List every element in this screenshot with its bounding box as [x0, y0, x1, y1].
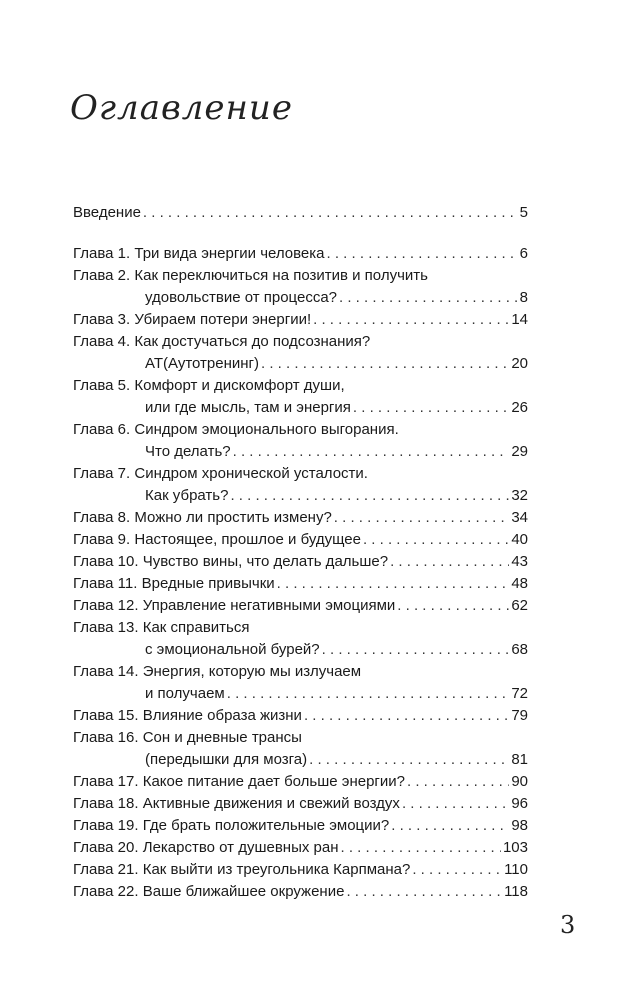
dot-leader — [230, 485, 509, 507]
chapter-title: Три вида энергии человека — [134, 245, 325, 262]
toc-entry-line[interactable] — [73, 573, 528, 595]
toc-entry-line[interactable] — [73, 595, 528, 617]
dot-leader — [412, 859, 502, 881]
chapter-page: 90 — [511, 773, 528, 790]
chapter-label: Глава 7. — [73, 465, 131, 482]
toc-entry-page: 5 — [519, 204, 528, 221]
chapter-label: Глава 14. — [73, 663, 139, 680]
toc-entry-title: Введение — [73, 204, 141, 221]
chapter-label: Глава 1. — [73, 245, 131, 262]
chapter-page: 103 — [502, 839, 528, 856]
toc-entry-line[interactable] — [73, 485, 528, 507]
toc-entry-line[interactable] — [73, 353, 528, 375]
chapter-page: 14 — [511, 311, 528, 328]
toc-entry-line[interactable] — [73, 397, 528, 419]
chapter-title: или где мысль, там и энергия — [145, 399, 351, 416]
toc-entry-line[interactable] — [73, 265, 528, 287]
toc-entry-line[interactable] — [73, 419, 528, 441]
chapter-label: Глава 5. — [73, 377, 131, 394]
chapter-title: АТ(Аутотренинг) — [145, 355, 260, 372]
dot-leader — [143, 202, 518, 224]
chapter-label: Глава 15. — [73, 707, 139, 724]
toc-entry-line[interactable] — [73, 617, 528, 639]
page-number: 3 — [560, 911, 576, 939]
chapter-page: 29 — [511, 443, 528, 460]
dot-leader — [391, 815, 509, 837]
dot-leader — [397, 595, 509, 617]
dot-leader — [227, 683, 510, 705]
chapter-label: Глава 16. — [73, 729, 139, 746]
table-of-contents — [73, 202, 528, 903]
toc-entry-line[interactable] — [73, 661, 528, 683]
chapter-label: Глава 22. — [73, 883, 139, 900]
chapter-title: Как переключиться на позитив и получить — [134, 267, 428, 284]
toc-entry-introduction[interactable] — [73, 202, 528, 224]
chapter-label: Глава 6. — [73, 421, 131, 438]
toc-entry-line[interactable] — [73, 837, 528, 859]
chapter-page: 118 — [504, 883, 528, 900]
toc-entry-line[interactable] — [73, 529, 528, 551]
toc-spacer — [73, 224, 528, 243]
dot-leader — [363, 529, 509, 551]
dot-leader — [277, 573, 510, 595]
toc-entry-line[interactable] — [73, 683, 528, 705]
chapter-page: 62 — [511, 597, 528, 614]
dot-leader — [390, 551, 509, 573]
toc-entry-line[interactable] — [73, 881, 528, 903]
toc-entry-line[interactable] — [73, 243, 528, 265]
chapter-page: 96 — [511, 795, 528, 812]
chapter-title: Активные движения и свежий воздух — [142, 795, 400, 812]
chapter-page: 79 — [511, 707, 528, 724]
chapter-page: 110 — [504, 861, 528, 878]
chapter-title: Как достучаться до подсознания? — [134, 333, 371, 350]
dot-leader — [309, 749, 509, 771]
chapter-label: Глава 4. — [73, 333, 131, 350]
dot-leader — [322, 639, 510, 661]
chapter-label: Глава 8. — [73, 509, 131, 526]
chapter-title: Как выйти из треугольника Карпмана? — [142, 861, 411, 878]
chapter-title: Настоящее, прошлое и будущее — [134, 531, 361, 548]
chapter-list — [73, 243, 528, 903]
chapter-title: Какое питание дает больше энергии? — [142, 773, 405, 790]
dot-leader — [327, 243, 518, 265]
chapter-page: 32 — [511, 487, 528, 504]
toc-entry-line[interactable] — [73, 375, 528, 397]
chapter-label: Глава 2. — [73, 267, 131, 284]
chapter-title: Чувство вины, что делать дальше? — [142, 553, 389, 570]
chapter-label: Глава 9. — [73, 531, 131, 548]
chapter-title: (передышки для мозга) — [145, 751, 308, 768]
dot-leader — [334, 507, 510, 529]
chapter-title: Можно ли простить измену? — [134, 509, 332, 526]
chapter-title: Энергия, которую мы излучаем — [142, 663, 362, 680]
chapter-title: Сон и дневные трансы — [142, 729, 302, 746]
toc-entry-line[interactable] — [73, 859, 528, 881]
chapter-title: Синдром эмоционального выгорания. — [134, 421, 399, 438]
chapter-page: 48 — [511, 575, 528, 592]
chapter-label: Глава 11. — [73, 575, 138, 592]
toc-entry-line[interactable] — [73, 639, 528, 661]
page-heading: Оглавление — [70, 88, 293, 128]
dot-leader — [261, 353, 509, 375]
dot-leader — [402, 793, 509, 815]
chapter-page: 68 — [511, 641, 528, 658]
toc-entry-line[interactable] — [73, 441, 528, 463]
chapter-page: 26 — [511, 399, 528, 416]
chapter-label: Глава 17. — [73, 773, 139, 790]
chapter-label: Глава 19. — [73, 817, 139, 834]
chapter-title: Синдром хронической усталости. — [134, 465, 368, 482]
toc-entry-line[interactable] — [73, 507, 528, 529]
dot-leader — [346, 881, 502, 903]
dot-leader — [313, 309, 509, 331]
chapter-label: Глава 13. — [73, 619, 139, 636]
chapter-page: 98 — [511, 817, 528, 834]
chapter-title: удовольствие от процесса? — [145, 289, 338, 306]
chapter-title: Комфорт и дискомфорт души, — [134, 377, 345, 394]
chapter-label: Глава 3. — [73, 311, 131, 328]
toc-entry-line[interactable] — [73, 705, 528, 727]
chapter-page: 8 — [519, 289, 528, 306]
chapter-label: Глава 20. — [73, 839, 139, 856]
toc-entry-line[interactable] — [73, 287, 528, 309]
chapter-label: Глава 21. — [73, 861, 139, 878]
chapter-title: Что делать? — [145, 443, 231, 460]
chapter-label: Глава 10. — [73, 553, 139, 570]
chapter-page: 20 — [511, 355, 528, 372]
toc-entry-line[interactable] — [73, 815, 528, 837]
chapter-page: 34 — [511, 509, 528, 526]
chapter-title: Лекарство от душевных ран — [142, 839, 339, 856]
chapter-title: Вредные привычки — [141, 575, 275, 592]
toc-entry-line[interactable] — [73, 727, 528, 749]
toc-entry-line[interactable] — [73, 749, 528, 771]
chapter-page: 6 — [519, 245, 528, 262]
chapter-title: Влияние образа жизни — [142, 707, 302, 724]
toc-entry-line[interactable] — [73, 771, 528, 793]
toc-entry-line[interactable] — [73, 463, 528, 485]
chapter-title: Ваше ближайшее окружение — [142, 883, 345, 900]
chapter-title: и получаем — [145, 685, 225, 702]
dot-leader — [353, 397, 509, 419]
toc-entry-line[interactable] — [73, 551, 528, 573]
chapter-page: 81 — [511, 751, 528, 768]
chapter-label: Глава 12. — [73, 597, 139, 614]
toc-entry-line[interactable] — [73, 309, 528, 331]
toc-entry-line[interactable] — [73, 793, 528, 815]
chapter-label: Глава 18. — [73, 795, 139, 812]
dot-leader — [304, 705, 509, 727]
chapter-title: Где брать положительные эмоции? — [142, 817, 390, 834]
toc-entry-line[interactable] — [73, 331, 528, 353]
chapter-title: с эмоциональной бурей? — [145, 641, 320, 658]
chapter-title: Управление негативными эмоциями — [142, 597, 396, 614]
dot-leader — [233, 441, 510, 463]
chapter-page: 43 — [511, 553, 528, 570]
chapter-title: Убираем потери энергии! — [134, 311, 312, 328]
chapter-title: Как убрать? — [145, 487, 229, 504]
dot-leader — [339, 287, 518, 309]
chapter-page: 40 — [511, 531, 528, 548]
chapter-page: 72 — [511, 685, 528, 702]
dot-leader — [341, 837, 501, 859]
chapter-title: Как справиться — [142, 619, 250, 636]
dot-leader — [407, 771, 509, 793]
